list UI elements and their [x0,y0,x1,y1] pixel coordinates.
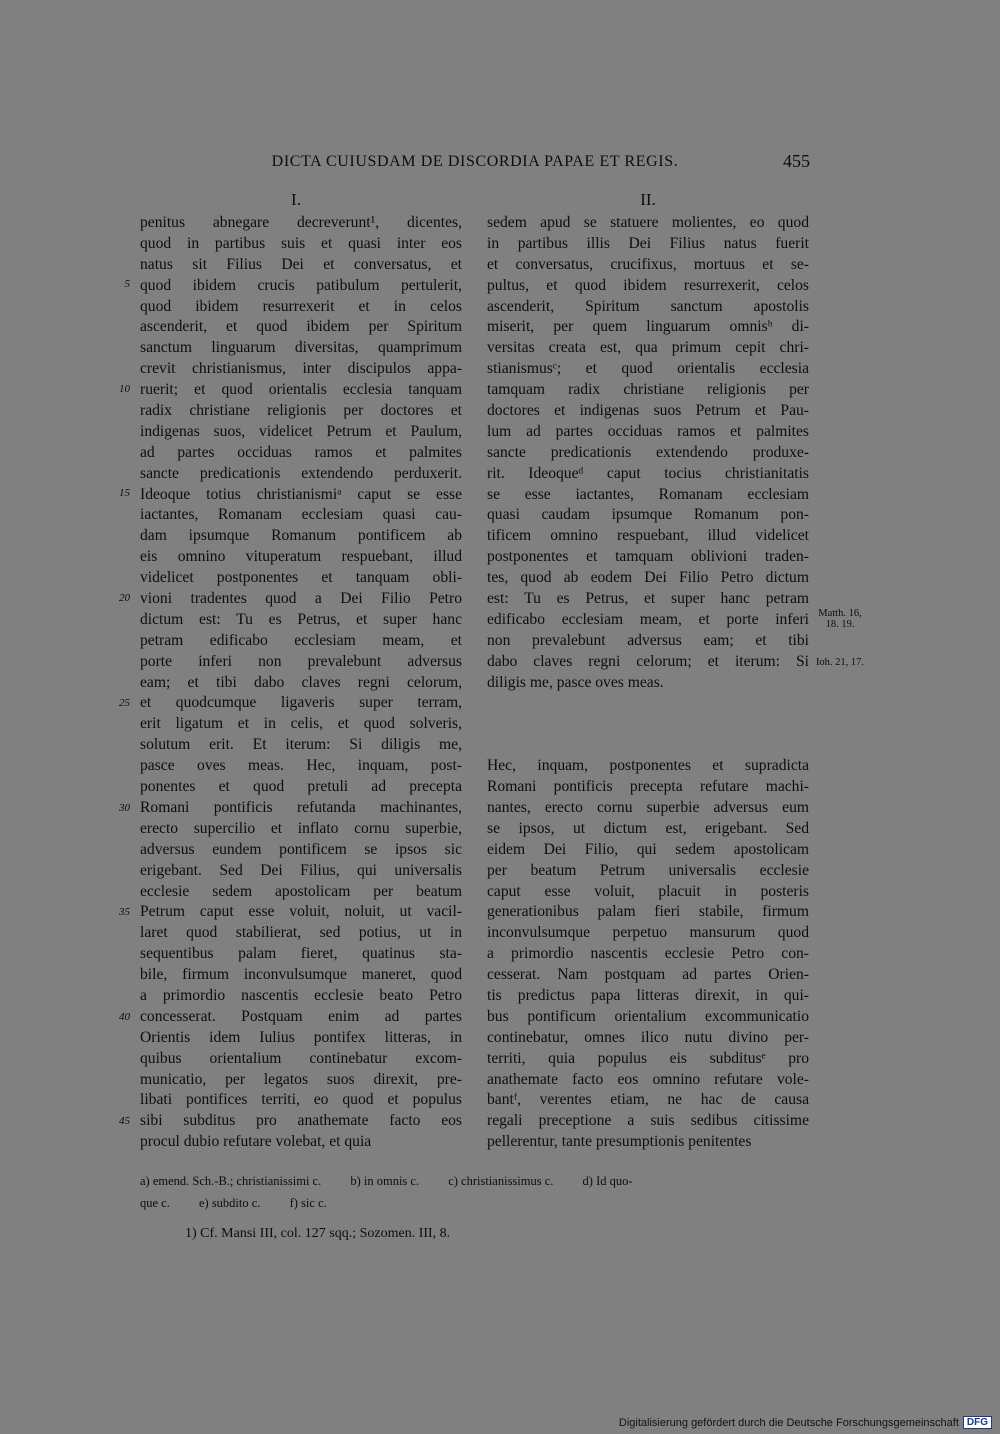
text-line: et quodcumque ligaveris super terram, [140,694,462,712]
apparatus-note-b: b) in omnis c. [350,1174,420,1188]
apparatus-line-1 [140,1170,810,1192]
text-line: quod in partibus suis et quasi inter eos [140,234,462,252]
text-line: concesserat. Postquam enim ad partes [140,1007,462,1025]
text-line: videlicet postponentes et tanquam obli- [140,569,462,587]
text-line: quod ibidem resurrexerit et in celos [140,297,462,315]
text-line: doctores et indigenas suos Petrum et Pau- [487,402,809,420]
text-line: natus sit Filius Dei et conversatus, et [140,255,462,273]
text-line: tes, quod ab eodem Dei Filio Petro dictum [487,569,809,587]
text-line: a primordio nascentis ecclesie Petro con- [487,945,809,963]
text-line: petram edificabo ecclesiam meam, et [140,631,462,649]
text-line: penitus abnegare decreverunt¹, dicentes, [140,214,462,231]
text-line: procul dubio refutare volebat, et quia [140,1133,372,1151]
text-line: generationibus palam fieri stabile, firmum [487,903,809,921]
text-line: libati pontifices territi, eo quod et populus [140,1091,462,1109]
page-number: 455 [783,151,810,171]
text-line: pultus, et quod ibidem resurrexerit, celos [487,276,809,294]
text-line: pellerentur, tante presumptionis penitentes [487,1133,752,1151]
text-line: eam; et tibi dabo claves regni celorum, [140,673,462,691]
text-line: edificabo ecclesiam meam, et porte inferi [487,610,809,628]
text-line: non prevalebunt adversus eam; et tibi [487,631,809,649]
text-line: erit ligatum et in celis, et quod solveris, [140,715,462,733]
apparatus-note-d: d) Id quo- [582,1174,633,1188]
text-line: sibi subditus pro anathemate facto eos [140,1112,462,1130]
text-line: bus pontificum orientalium excommunicatio [487,1007,809,1025]
text-line: nantes, erecto cornu superbie adversus eum [487,798,809,816]
text-line: in partibus illis Dei Filius natus fuerit [487,234,809,252]
line-number-10: 10 [119,383,130,395]
text-line: ascenderit, et quod ibidem per Spiritum [140,318,462,336]
text-line: tis predictus papa litteras direxit, in qui- [487,986,809,1004]
margin-note-matthew [812,608,868,630]
line-number-20: 20 [119,592,130,604]
text-line: eis omnino vituperatum respuebant, illud [140,548,462,566]
text-line: caput esse voluit, placuit in posteris [487,882,809,900]
text-line: erecto supercilio et inflato cornu superbie, [140,819,462,837]
text-line: tamquam radix christiane religionis per [487,381,809,399]
apparatus-note-f: f) sic c. [289,1196,327,1210]
text-line: lum ad partes occiduas ramos et palmites [487,422,809,440]
footnote-1: 1) Cf. Mansi III, col. 127 sqq.; Sozomen. III, 8. [185,1226,451,1241]
text-line: anathemate facto eos omnino refutare vole- [487,1070,809,1088]
line-number-40: 40 [119,1011,130,1023]
text-line: se ipsos, ut dictum est, erigebant. Sed [487,819,809,837]
text-line: municatio, per legatos suos direxit, pre- [140,1070,462,1088]
text-line: continebatur, omnes ilico nutu divino per- [487,1028,809,1046]
text-line: adversus eundem pontificem se ipsos sic [140,840,462,858]
text-line: porte inferi non prevalebunt adversus [140,652,462,670]
text-line: Petrum caput esse voluit, noluit, ut vacil- [140,903,462,921]
apparatus-note-e: e) subdito c. [198,1196,261,1210]
text-line: ecclesie sedem apostolicam per beatum [140,882,462,900]
column-heading-1: I. [291,190,301,209]
apparatus-note-d-cont: que c. [140,1196,170,1210]
text-line: ad partes occiduas ramos et palmites [140,443,462,461]
critical-apparatus [140,1170,810,1214]
text-line: se esse iactantes, Romanam ecclesiam [487,485,809,503]
text-line: bile, firmum inconvulsumque maneret, quod [140,966,462,984]
apparatus-note-a: a) emend. Sch.-B.; christianissimi c. [140,1174,322,1188]
text-line: erigebant. Sed Dei Filius, qui universalis [140,861,462,879]
text-line: sequentibus palam fieret, quatinus sta- [140,945,462,963]
running-title: DICTA CUIUSDAM DE DISCORDIA PAPAE ET REGIS. [271,153,679,170]
text-line: bantᶠ, verentes etiam, ne hac de causa [487,1091,809,1109]
text-line: quod ibidem crucis patibulum pertulerit, [140,276,462,294]
apparatus-note-c: c) christianissimus c. [448,1174,554,1188]
text-line: vioni tradentes quod a Dei Filio Petro [140,590,462,608]
text-line: sancte predicationis extendendo produxe- [487,443,809,461]
text-line: Romani pontificis precepta refutare machi- [487,778,809,796]
text-line: territi, quia populus eis subditusᵉ pro [487,1049,809,1067]
text-line: miserit, per quem linguarum omnisᵇ di- [487,318,809,336]
text-line: laret quod stabilierat, sed potius, ut in [140,924,462,942]
line-number-35: 35 [119,906,130,918]
text-line: rit. Ideoqueᵈ caput tocius christianitatis [487,464,809,482]
text-line [487,714,809,735]
text-line: quibus orientalium continebatur excom- [140,1049,462,1067]
text-line: ruerit; et quod orientalis ecclesia tanquam [140,381,462,399]
text-line: Hec, inquam, postponentes et supradicta [487,757,809,775]
dfg-logo: DFG [963,1416,992,1429]
column-1-text [140,213,462,1153]
text-line: per beatum Petrum universalis ecclesie [487,861,809,879]
text-line: pasce oves meas. Hec, inquam, post- [140,757,462,775]
text-line: est: Tu es Petrus, et super hanc petram [487,590,809,608]
column-2-text [487,213,809,1153]
text-line: sanctum linguarum diversitas, quamprimum [140,339,462,357]
column-heading-2: II. [640,190,656,209]
text-line: Romani pontificis refutanda machinantes, [140,798,462,816]
text-line: stianismusᶜ; et quod orientalis ecclesia [487,360,809,378]
text-line: ponentes et quod pretuli ad precepta [140,778,462,796]
line-number-5: 5 [124,278,130,290]
text-line: dabo claves regni celorum; et iterum: Si [487,652,809,670]
text-line [487,693,809,714]
digitization-credit [619,1416,992,1429]
margin-note-john [812,657,868,668]
text-line: diligis me, pasce oves meas. [487,673,664,691]
text-line: solutum erit. Et iterum: Si diligis me, [140,736,462,754]
text-line: eidem Dei Filio, qui sedem apostolicam [487,840,809,858]
text-line: cesserat. Nam postquam ad partes Orien- [487,966,809,984]
text-line: iactantes, Romanam ecclesiam quasi cau- [140,506,462,524]
line-number-15: 15 [119,487,130,499]
text-line: indigenas suos, videlicet Petrum et Paulum, [140,422,462,440]
margin-note-line: Matth. 16, [818,608,862,619]
text-line: postponentes et tamquam oblivioni traden- [487,548,809,566]
text-line: Ideoque totius christianismiᵃ caput se esse [140,485,462,503]
text-line [487,735,809,756]
text-line: inconvulsumque perpetuo mansurum quod [487,924,809,942]
text-line: quasi caudam ipsumque Romanum pon- [487,506,809,524]
text-line: dam ipsumque Romanum pontificem ab [140,527,462,545]
line-number-45: 45 [119,1115,130,1127]
text-line: crevit christianismus, inter discipulos appa- [140,360,462,378]
text-line: sancte predicationis extendendo perduxerit. [140,464,462,482]
text-line: regali preceptione a suis sedibus citissime [487,1112,809,1130]
text-line: tificem omnino respuebant, illud videlicet [487,527,809,545]
line-number-25: 25 [119,697,130,709]
line-number-30: 30 [119,802,130,814]
text-line: et conversatus, crucifixus, mortuus et se- [487,255,809,273]
text-line: ascenderit, Spiritum sanctum apostolis [487,297,809,315]
credit-text: Digitalisierung gefördert durch die Deutsche Forschungsgemeinschaft [618,1416,959,1429]
text-line: Orientis idem Iulius pontifex litteras, in [140,1028,462,1046]
text-line: radix christiane religionis per doctores et [140,402,462,420]
text-line: dictum est: Tu es Petrus, et super hanc [140,610,462,628]
text-line: a primordio nascentis ecclesie beato Petro [140,986,462,1004]
margin-note-line: Ioh. 21, 17. [815,657,865,668]
text-line: sedem apud se statuere molientes, eo quod [487,214,809,231]
text-line: versitas creata est, qua primum cepit chri- [487,339,809,357]
apparatus-line-2 [140,1192,810,1214]
margin-note-line: 18. 19. [825,619,855,630]
